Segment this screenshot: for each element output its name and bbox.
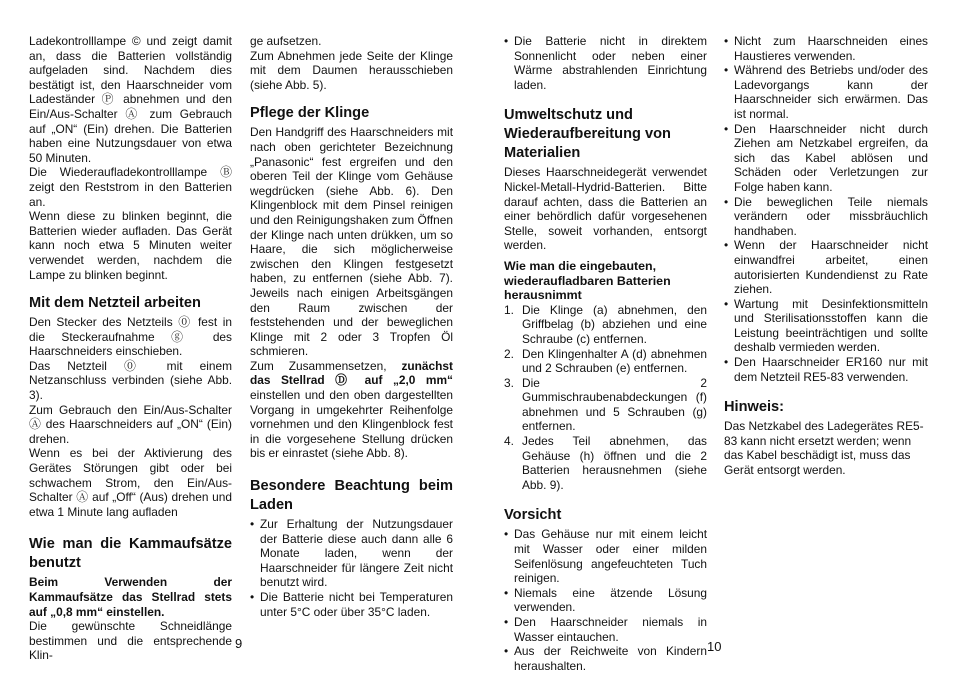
list-item: • Die Batterie nicht in direktem Sonnenlicht oder neben einer Wärme abstrahlenden Einrichtung laden.: [504, 34, 707, 92]
left-page-column-2: [250, 34, 453, 619]
assembly-intro: Zum Zusammensetzen,: [250, 358, 402, 373]
list-item: • Das Gehäuse nur mit einem leicht mit Wasser oder einer milden Seifenlösung angefeuchteten Tuch reinigen.: [504, 527, 707, 585]
list-item: • Während des Betriebs und/oder des Ladevorgangs kann der Haarschneider sich erwärmen. Das ist normal.: [724, 63, 928, 121]
netzteil-paragraph: Das Netzteil ⓪ mit einem Netzanschluss verbinden (siehe Abb. 3).: [29, 358, 232, 403]
page-number-right: 10: [707, 639, 722, 654]
step-text: Die 2 Gummischraubenabdeckungen (f) abnehmen und 5 Schrauben (g) entfernen.: [522, 375, 707, 434]
step-number: 1.: [504, 302, 514, 317]
step-text: Die Klinge (a) abnehmen, den Griffbelag (b) abziehen und eine Schraube (c) entfernen.: [522, 302, 707, 346]
umweltschutz-text: Dieses Haarschneidegerät verwendet Nickel-Metall-Hydrid-Batterien. Bitte darauf achten, dass die Batterien an einer behördlich dafür vorgesehenen Stelle, soweit vorhanden, entsorgt werden.: [504, 165, 707, 253]
section-heading-hinweis: Hinweis:: [724, 399, 785, 416]
pflege-assembly-paragraph: [250, 359, 453, 461]
right-page-column-2: [724, 34, 928, 478]
top-bullet-list: [504, 34, 707, 92]
step-item: [504, 347, 707, 376]
list-item: • Wartung mit Desinfektionsmitteln und Sterilisationsstoffen kann die Leistung beeinträchtigen und sollte deshalb vermieden werden.: [724, 297, 928, 355]
assembly-rest: einstellen und den oben dargestellten Vorgang in umgekehrter Reihenfolge vornehmen und den Klingenblock fest in die vorgesehene Stellung drücken bis er einrastet (siehe Abb. 8).: [250, 388, 453, 461]
step-number: 4.: [504, 434, 514, 449]
list-item: • Den Haarschneider nicht durch Ziehen am Netzkabel ergreifen, da sich das Kabel ablösen und Schäden oder Verletzungen zur Folge haben kann.: [724, 122, 928, 195]
beachtung-list: [250, 517, 453, 619]
continuation-text: ge aufsetzen.: [250, 34, 322, 48]
netzteil-paragraph: Den Stecker des Netzteils ⓪ fest in die Steckeraufnahme ⓖ des Haarschneiders einschieben.: [29, 315, 232, 359]
pflege-paragraph: Den Handgriff des Haarschneiders mit nach oben gerichteter Bezeichnung „Panasonic“ fest ergreifen und den oberen Teil der Klinge vom Gehäuse wegdrücken (siehe Abb. 6). Den Klingenblock mit dem Pinsel reinigen und den Reinigungshaken zum Öffnen der Klinge nach unten drükken, um so Haare, die sich möglicherweise zwischen den Klingen festgesetzt haben, zu entfernen (siehe Abb. 7). Jeweils nach einigen Arbeitsgängen den Raum zwischen der feststehenden und der beweglichen Klinge mit 2 oder 3 Tropfen Öl schmieren.: [250, 125, 453, 359]
step-text: Jedes Teil abnehmen, das Gehäuse (h) öffnen und die 2 Batterien herausnehmen (siehe Abb. 9).: [522, 434, 707, 492]
list-item: • Den Haarschneider niemals in Wasser eintauchen.: [504, 615, 707, 644]
section-heading-kammaufsaetze: Wie man die Kammaufsätze benutzt: [29, 536, 232, 572]
netzteil-paragraph: Zum Gebrauch den Ein/Aus-Schalter Ⓐ des Haarschneiders auf „ON“ (Ein) drehen.: [29, 402, 232, 446]
step-number: 2.: [504, 346, 514, 361]
section-heading-umweltschutz: Umweltschutz und Wiederaufbereitung von Materialien: [504, 107, 671, 162]
vorsicht-list: [504, 527, 707, 673]
list-item: • Aus der Reichweite von Kindern heraushalten.: [504, 644, 707, 673]
remove-blade-text: Zum Abnehmen jede Seite der Klinge mit dem Daumen herausschieben (siehe Abb. 5).: [250, 48, 453, 92]
section-heading-batterien: Wie man die eingebauten, wiederaufladbaren Batterien herausnimmt: [504, 258, 671, 303]
list-item: • Die beweglichen Teile niemals verändern oder missbräuchlich handhaben.: [724, 195, 928, 239]
netzteil-paragraph: Wenn es bei der Aktivierung des Gerätes Störungen gibt oder bei schwachem Strom, den Ein/Aus-Schalter Ⓐ auf „Off“ (Aus) drehen und etwa 1 Minute lang aufladen: [29, 446, 232, 519]
list-item: • Zur Erhaltung der Nutzungsdauer der Batterie diese auch dann alle 6 Monate laden, wenn der Haarschneider für längere Zeit nicht benutzt wird.: [250, 517, 453, 590]
hinweis-text: Das Netzkabel des Ladegerätes RE5-83 kann nicht ersetzt werden; wenn das Kabel beschädigt ist, muss das Gerät entsorgt werden.: [724, 419, 924, 478]
section-heading-vorsicht: Vorsicht: [504, 507, 562, 524]
intro-paragraph: Die Wiederaufladekontrolllampe Ⓑ zeigt den Reststrom in den Batterien an.: [29, 165, 232, 209]
list-item: • Den Haarschneider ER160 nur mit dem Netzteil RE5-83 verwenden.: [724, 355, 928, 384]
battery-removal-steps: [504, 303, 707, 493]
section-heading-pflege: Pflege der Klinge: [250, 105, 370, 122]
section-heading-beachtung: Besondere Beachtung beim Laden: [250, 478, 453, 514]
kammaufsaetze-text: Die gewünschte Schneidlänge bestimmen und die entsprechende Klin-: [29, 619, 232, 663]
safety-list: [724, 34, 928, 384]
list-item: • Niemals eine ätzende Lösung verwenden.: [504, 586, 707, 615]
assembly-bold-instruction: zunächst das Stellrad Ⓓ auf „2,0 mm“: [250, 358, 453, 388]
step-item: [504, 303, 707, 347]
step-item: [504, 376, 707, 434]
list-item: • Wenn der Haarschneider nicht einwandfrei arbeitet, einen autorisierten Kundendienst zu Rate ziehen.: [724, 238, 928, 296]
right-page-column-1: [504, 34, 707, 673]
intro-paragraph: Ladekontrolllampe © und zeigt damit an, dass die Batterien vollständig aufgeladen sind. Nachdem dies bestätigt ist, den Haarschneider vom Ladeständer Ⓟ abnehmen und den Ein/Aus-Schalter Ⓐ zum Gebrauch auf „ON“ (Ein) drehen. Die Batterien haben eine Nutzungsdauer von etwa 50 Minuten.: [29, 34, 232, 165]
step-text: Den Klingenhalter A (d) abnehmen und 2 Schrauben (e) entfernen.: [522, 346, 707, 376]
page-number-left: 9: [235, 636, 243, 651]
step-number: 3.: [504, 375, 514, 390]
list-item: • Nicht zum Haarschneiden eines Haustieres verwenden.: [724, 34, 928, 63]
list-item: • Die Batterie nicht bei Temperaturen unter 5°C oder über 35°C laden.: [250, 590, 453, 619]
left-page-column-1: [29, 34, 232, 663]
kammaufsaetze-bold-note: Beim Verwenden der Kammaufsätze das Stellrad stets auf „0,8 mm“ einstellen.: [29, 575, 232, 619]
intro-paragraph: Wenn diese zu blinken beginnt, die Batterien wieder aufladen. Das Gerät kann noch etwa 5 Minuten weiter verwendet werden, nachdem die Lampe zu blinken beginnt.: [29, 209, 232, 282]
section-heading-netzteil: Mit dem Netzteil arbeiten: [29, 295, 201, 312]
step-item: [504, 434, 707, 492]
